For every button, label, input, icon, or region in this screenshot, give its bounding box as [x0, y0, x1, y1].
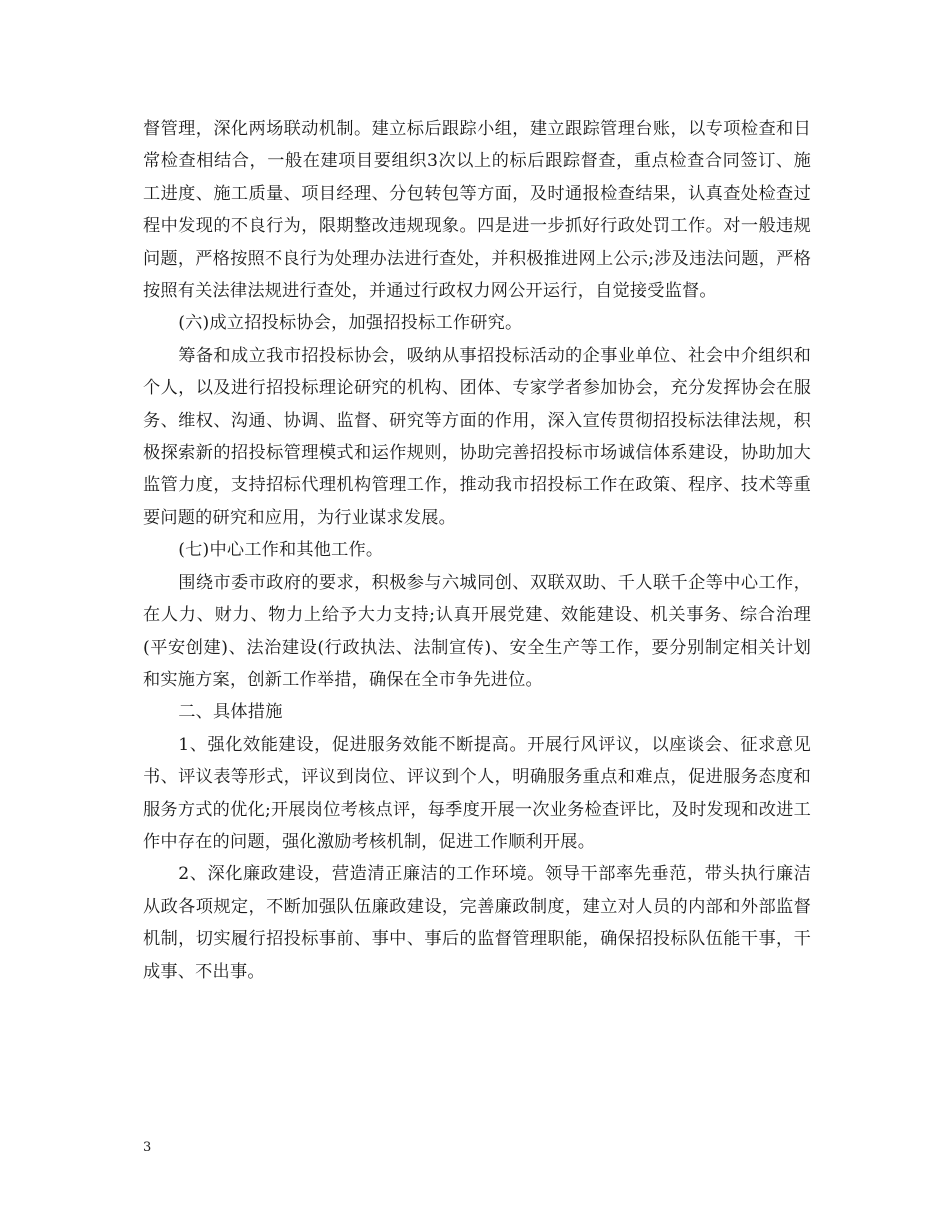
paragraph-association: 筹备和成立我市招投标协会，吸纳从事招投标活动的企事业单位、社会中介组织和个人，以及进行招投标理论研究的机构、团体、专家学者参加协会，充分发挥协会在服务、维权、沟通、协调、监督、研究等方面的作用，深入宣传贯彻招投标法律法规，积极探索新的招投标管理模式和运作规则，协助完善招投标市场诚信体系建设，协助加大监管力度，支持招标代理机构管理工作，推动我市招投标工作在政策、程序、技术等重要问题的研究和应用，为行业谋求发展。 — [143, 345, 811, 528]
document-body — [143, 113, 811, 988]
section-heading-6: (六)成立招投标协会，加强招投标工作研究。 — [178, 313, 523, 334]
paragraph-measure-1: 1、强化效能建设，促进服务效能不断提高。开展行风评议，以座谈会、征求意见书、评议表等形式，评议到岗位、评议到个人，明确服务重点和难点，促进服务态度和服务方式的优化;开展岗位考核点评，每季度开展一次业务检查评比，及时发现和改进工作中存在的问题，强化激励考核机制，促进工作顺利开展。 — [143, 734, 811, 852]
page-number: 3 — [143, 1140, 152, 1155]
paragraph-measure-2: 2、深化廉政建设，营造清正廉洁的工作环境。领导干部率先垂范，带头执行廉洁从政各项规定，不断加强队伍廉政建设，完善廉政制度，建立对人员的内部和外部监督机制，切实履行招投标事前、事中、事后的监督管理职能，确保招投标队伍能干事，干成事、不出事。 — [143, 864, 811, 982]
section-heading-7: (七)中心工作和其他工作。 — [178, 540, 384, 561]
paragraph-central-work: 围绕市委市政府的要求，积极参与六城同创、双联双助、千人联千企等中心工作，在人力、财力、物力上给予大力支持;认真开展党建、效能建设、机关事务、综合治理(平安创建)、法治建设(行政执法、法制宣传)、安全生产等工作，要分别制定相关计划和实施方案，创新工作举措，确保在全市争先进位。 — [143, 572, 811, 690]
section-heading-measures: 二、具体措施 — [178, 702, 283, 723]
paragraph-continuation: 督管理，深化两场联动机制。建立标后跟踪小组，建立跟踪管理台账，以专项检查和日常检查相结合，一般在建项目要组织3次以上的标后跟踪督查，重点检查合同签订、施工进度、施工质量、项目经理、分包转包等方面，及时通报检查结果，认真查处检查过程中发现的不良行为，限期整改违规现象。四是进一步抓好行政处罚工作。对一般违规问题，严格按照不良行为处理办法进行查处，并积极推进网上公示;涉及违法问题，严格按照有关法律法规进行查处，并通过行政权力网公开运行，自觉接受监督。 — [143, 119, 811, 302]
